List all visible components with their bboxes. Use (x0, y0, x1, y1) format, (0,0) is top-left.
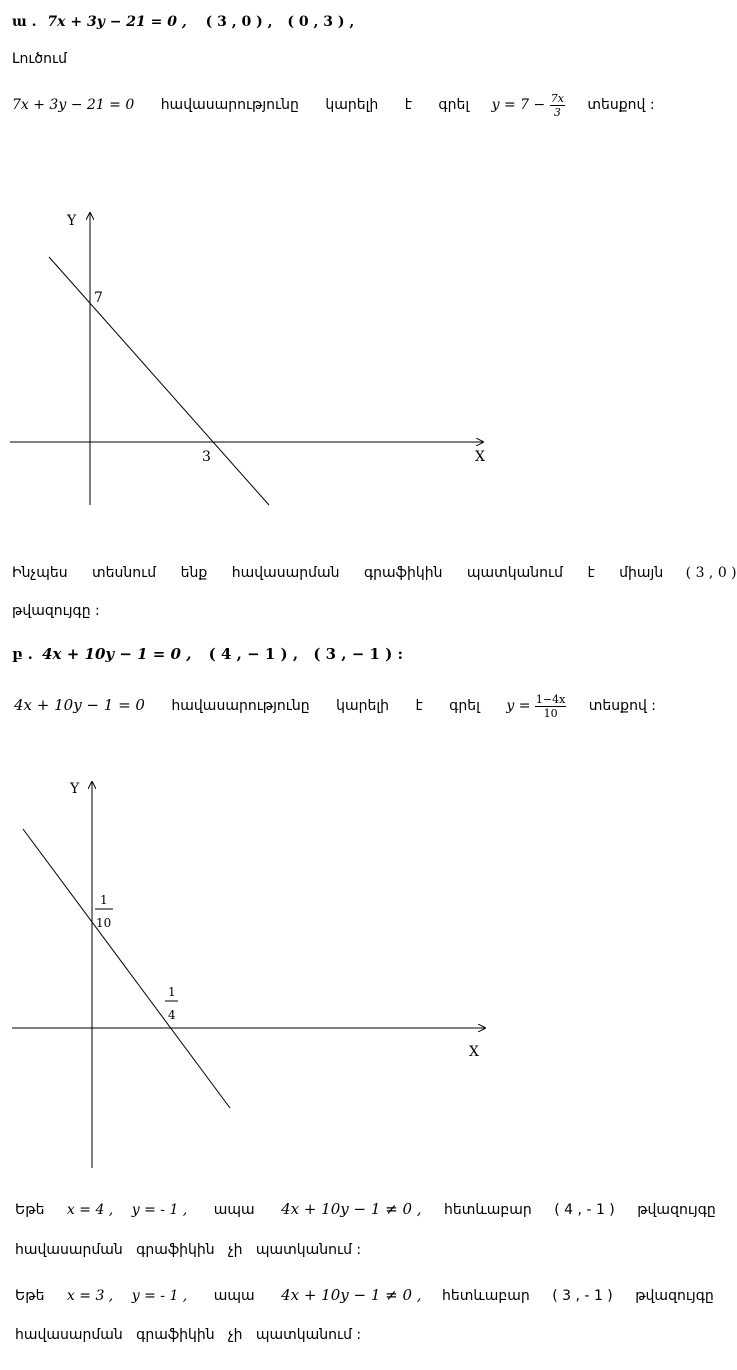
part-a-frac-den: 3 (553, 105, 561, 119)
part-b-heading (12, 645, 403, 663)
conclusion-word-5: գրաֆիկին (363, 565, 443, 581)
case-1-point: ( 4 , - 1 ) (554, 1202, 615, 1218)
part-b-suffix: տեսքով : (588, 698, 656, 714)
part-b-frac-den: 10 (543, 706, 558, 720)
case-2-line-1 (15, 1286, 714, 1304)
case-2-point: ( 3 , - 1 ) (552, 1288, 613, 1304)
part-b-y-intercept-label (95, 893, 113, 930)
part-a-rewrite-line (12, 88, 655, 122)
case-2-inequality: 4x + 10y − 1 ≠ 0 , (281, 1286, 422, 1304)
part-b-label: բ . (12, 645, 33, 663)
part-b-rewrite-equation: 4x + 10y − 1 = 0 (14, 696, 145, 714)
conclusion-word-8: միայն (619, 565, 664, 581)
part-b-x-int-den: 4 (168, 1008, 176, 1022)
part-a-point-2: ( 0 , 3 ) , (287, 14, 355, 30)
part-a-conclusion (12, 565, 737, 581)
case-1-x: x = 4 , (66, 1202, 114, 1218)
part-a-word-2: կարելի (325, 97, 379, 113)
conclusion-word-2: տեսնում (92, 565, 157, 581)
part-a-graph (0, 200, 717, 520)
part-a-conclusion-line2: թվազույգը : (12, 603, 100, 619)
part-b-word-2: կարելի (336, 698, 390, 714)
part-a-y-intercept-label: 7 (94, 290, 103, 306)
case-1-line-2: հավասարման գրաֆիկին չի պատկանում : (15, 1242, 362, 1258)
part-a-y-prefix: y = 7 − (491, 97, 546, 113)
part-a-suffix: տեսքով : (587, 97, 655, 113)
part-b-word-3: է (415, 698, 423, 714)
part-b-word-4: գրել (449, 698, 480, 714)
part-b-graph-line (23, 829, 230, 1108)
part-a-y-axis-label: Y (67, 213, 77, 229)
solution-label: Լուծում (12, 51, 67, 67)
part-b-x-int-num: 1 (168, 985, 176, 999)
conclusion-word-7: է (587, 565, 595, 581)
part-b-fraction (535, 693, 566, 720)
part-b-y-int-den: 10 (96, 916, 112, 930)
conclusion-word-4: հավասարման (231, 565, 340, 581)
part-a-word-4: գրել (438, 97, 470, 113)
part-b-x-axis-label: X (469, 1044, 479, 1060)
part-a-word-1: հավասարությունը (160, 97, 299, 113)
part-a-frac-num: 7x (550, 91, 564, 105)
part-b-x-intercept-label (165, 985, 178, 1022)
part-a-graph-line (49, 257, 269, 505)
case-2-word-then: ապա (213, 1288, 255, 1304)
case-2-word-therefore: հետևաբար (442, 1288, 530, 1304)
part-b-point-2: ( 3 , − 1 ) : (313, 645, 404, 663)
part-a-equation: 7x + 3y − 21 = 0 , (47, 14, 187, 30)
case-1-word-therefore: հետևաբար (444, 1202, 532, 1218)
case-1-word-pair: թվազույգը (637, 1202, 716, 1218)
part-b-word-1: հավասարությունը (171, 698, 310, 714)
part-a-x-axis-label: X (475, 449, 485, 465)
part-a-point-1: ( 3 , 0 ) , (205, 14, 273, 30)
part-b-graph (0, 770, 717, 1180)
part-b-y-axis-label: Y (70, 781, 80, 797)
part-b-point-1: ( 4 , − 1 ) , (208, 645, 299, 663)
case-2-y: y = - 1 , (131, 1288, 188, 1304)
case-1-y: y = - 1 , (131, 1202, 188, 1218)
part-b-y-int-num: 1 (100, 893, 108, 907)
case-1-inequality: 4x + 10y − 1 ≠ 0 , (281, 1200, 422, 1218)
part-b-rewrite-line (14, 688, 656, 722)
part-a-word-3: է (404, 97, 412, 113)
case-2-word-pair: թվազույգը (635, 1288, 714, 1304)
part-a-x-intercept-label: 3 (202, 449, 211, 465)
part-a-label: ա . (12, 14, 37, 30)
part-b-y-prefix: y = (506, 698, 531, 714)
case-1-word-then: ապա (213, 1202, 255, 1218)
part-b-equation: 4x + 10y − 1 = 0 , (42, 645, 192, 663)
part-a-fraction (550, 92, 565, 119)
case-2-x: x = 3 , (66, 1288, 114, 1304)
part-b-frac-num: 1−4x (535, 692, 566, 706)
case-1-word-1: Եթե (15, 1202, 45, 1218)
part-a-heading (12, 14, 354, 30)
conclusion-word-3: ենք (180, 565, 208, 581)
conclusion-point: ( 3 , 0 ) (685, 565, 737, 581)
part-a-rewrite-equation: 7x + 3y − 21 = 0 (12, 97, 135, 113)
conclusion-word-1: Ինչպես (12, 565, 68, 581)
conclusion-word-6: պատկանում (466, 565, 564, 581)
case-2-word-1: Եթե (15, 1288, 45, 1304)
case-1-line-1 (15, 1200, 716, 1218)
case-2-line-2: հավասարման գրաֆիկին չի պատկանում : (15, 1327, 362, 1343)
